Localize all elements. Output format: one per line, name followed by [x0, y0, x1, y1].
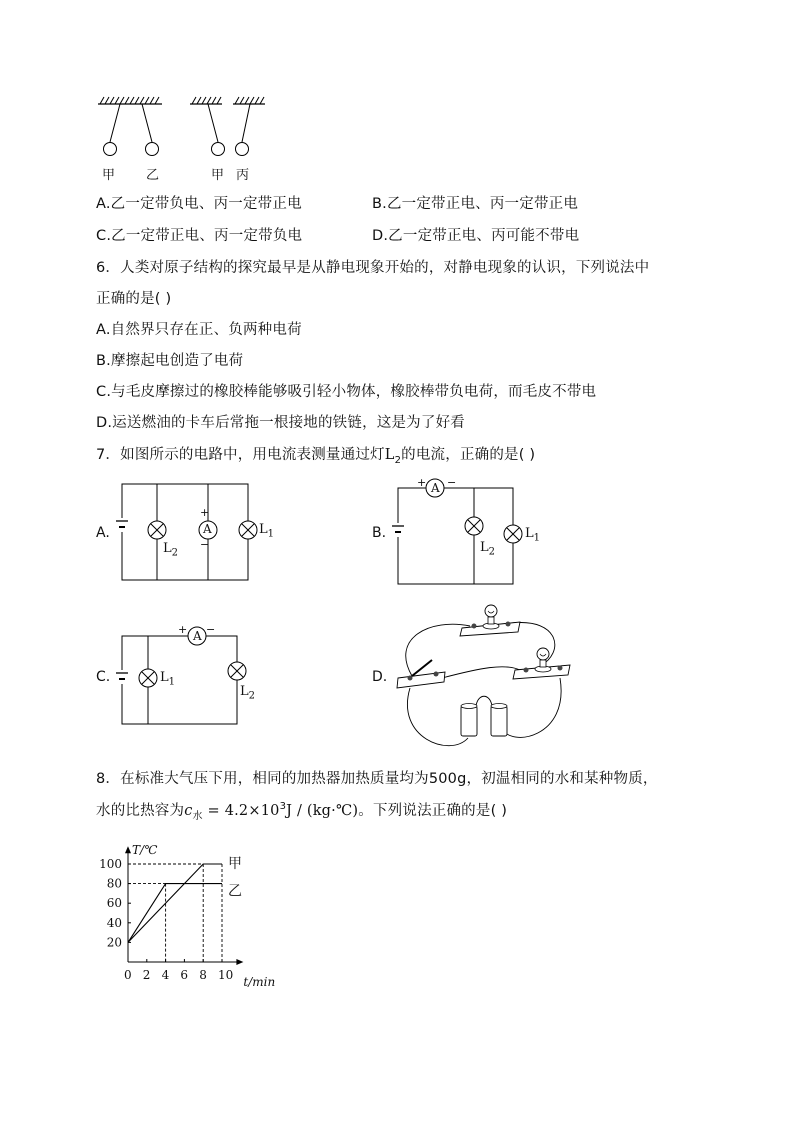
- x-axis-label: t/min: [243, 975, 276, 989]
- circuit-b: [390, 478, 520, 588]
- q7-option-b-label[interactable]: B.: [372, 525, 387, 541]
- y-tick-label: 20: [106, 935, 122, 950]
- y-tick-label: 100: [99, 857, 122, 871]
- q5-option-d[interactable]: D.乙一定带正电、丙可能不带电: [372, 228, 580, 244]
- ceiling-mid: [190, 97, 222, 104]
- q8-formula-unit: J / (kg·℃): [286, 803, 359, 819]
- q5-label-bing: 丙: [236, 168, 250, 183]
- q7-stem: [96, 443, 535, 466]
- q8-stem-post: 。下列说法正确的是( ): [358, 803, 508, 819]
- q5-option-a[interactable]: A.乙一定带负电、丙一定带正电: [96, 196, 302, 212]
- ammeter-c-minus: −: [206, 623, 216, 636]
- q5-label-jia-2: 甲: [211, 168, 225, 183]
- q8-stem-pre: 水的比热容为: [96, 803, 185, 819]
- ammeter-a-letter: A: [203, 522, 212, 536]
- q5-figure: [90, 92, 290, 187]
- q6-stem-line1: 6．人类对原子结构的探究最早是从静电现象开始的，对静电现象的认识，下列说法中: [96, 260, 650, 276]
- ammeter-c-plus: +: [178, 623, 188, 636]
- q8-formula-sup: 3: [279, 801, 287, 813]
- q7-option-d-label[interactable]: D.: [372, 669, 388, 685]
- ball-yi: [146, 143, 159, 156]
- q8-formula-sub: 水: [192, 810, 203, 822]
- q8-stem-line1: 8．在标准大气压下用，相同的加热器加热质量均为500g，初温相同的水和某种物质，: [96, 771, 658, 787]
- x-tick-label: 2: [142, 968, 151, 982]
- x-tick-label: 0: [124, 968, 132, 982]
- x-axis-arrow: [236, 959, 243, 965]
- ammeter-a-minus: −: [200, 538, 210, 551]
- x-tick-label: 8: [199, 968, 207, 982]
- ammeter-b-minus: −: [447, 476, 457, 489]
- label-l2-a: $L_2$: [163, 541, 179, 559]
- ammeter-c-letter: A: [193, 629, 202, 643]
- x-tick-label: 4: [161, 968, 170, 982]
- circuit-a: [112, 478, 262, 584]
- q8-stem-line2: [96, 799, 507, 822]
- lamp-board-top: [460, 605, 520, 636]
- q8-temperature-chart: [95, 845, 295, 1015]
- circuit-d: [390, 598, 580, 753]
- ball-jia-2: [212, 143, 225, 156]
- label-l1-c: $L_1$: [160, 670, 176, 688]
- ammeter-b-letter: A: [431, 481, 440, 495]
- battery-cells: [461, 704, 507, 737]
- y-axis-label: T/℃: [132, 843, 158, 858]
- x-tick-label: 6: [180, 968, 189, 982]
- q7-option-a-label[interactable]: A.: [96, 525, 110, 541]
- series-label-1: 甲: [228, 856, 242, 872]
- label-l2-c: $L_2$: [240, 684, 256, 702]
- ammeter-a-plus: +: [200, 506, 210, 519]
- q5-option-c[interactable]: C.乙一定带正电、丙一定带负电: [96, 228, 303, 244]
- ceiling-right: [233, 97, 265, 104]
- ball-jia-1: [104, 143, 117, 156]
- q8-formula-c: c: [184, 803, 193, 819]
- q6-option-b[interactable]: B.摩擦起电创造了电荷: [96, 353, 244, 369]
- q7-option-c-label[interactable]: C.: [96, 669, 111, 685]
- x-tick-label: 10: [218, 968, 234, 982]
- y-tick-label: 40: [106, 915, 122, 930]
- y-axis-arrow: [125, 846, 131, 853]
- q7-stem-pre: 7．如图所示的电路中，用电流表测量通过灯: [96, 447, 385, 463]
- label-l2-b: $L_2$: [480, 540, 496, 558]
- series-line-1: [128, 864, 222, 942]
- y-tick-label: 60: [106, 896, 122, 911]
- q5-option-b[interactable]: B.乙一定带正电、丙一定带正电: [372, 196, 579, 212]
- lamp-board-right: [513, 648, 570, 679]
- label-l1-a: $L_1$: [259, 522, 275, 540]
- q7-stem-sub: 2: [394, 454, 402, 466]
- q7-stem-l: L: [384, 447, 395, 463]
- ammeter-b-plus: +: [417, 476, 427, 489]
- y-tick-label: 80: [106, 876, 122, 891]
- switch-board: [397, 660, 445, 688]
- q6-option-d[interactable]: D.运送燃油的卡车后常拖一根接地的铁链，这是为了好看: [96, 415, 465, 431]
- q6-option-c[interactable]: C.与毛皮摩擦过的橡胶棒能够吸引轻小物体，橡胶棒带负电荷，而毛皮不带电: [96, 384, 597, 400]
- q5-label-jia-1: 甲: [102, 168, 116, 183]
- q6-stem-line2: 正确的是( ): [96, 291, 172, 307]
- series-label-2: 乙: [228, 883, 242, 900]
- circuit-c: [112, 628, 252, 730]
- ball-bing: [236, 143, 249, 156]
- q7-stem-post: 的电流，正确的是( ): [401, 447, 536, 463]
- series-line-2: [128, 884, 222, 943]
- q6-option-a[interactable]: A.自然界只存在正、负两种电荷: [96, 322, 302, 338]
- label-l1-b: $L_1$: [525, 526, 541, 544]
- q5-label-yi: 乙: [146, 168, 160, 183]
- ceiling-left: [98, 97, 162, 104]
- q8-formula-rest: = 4.2×10: [202, 803, 280, 819]
